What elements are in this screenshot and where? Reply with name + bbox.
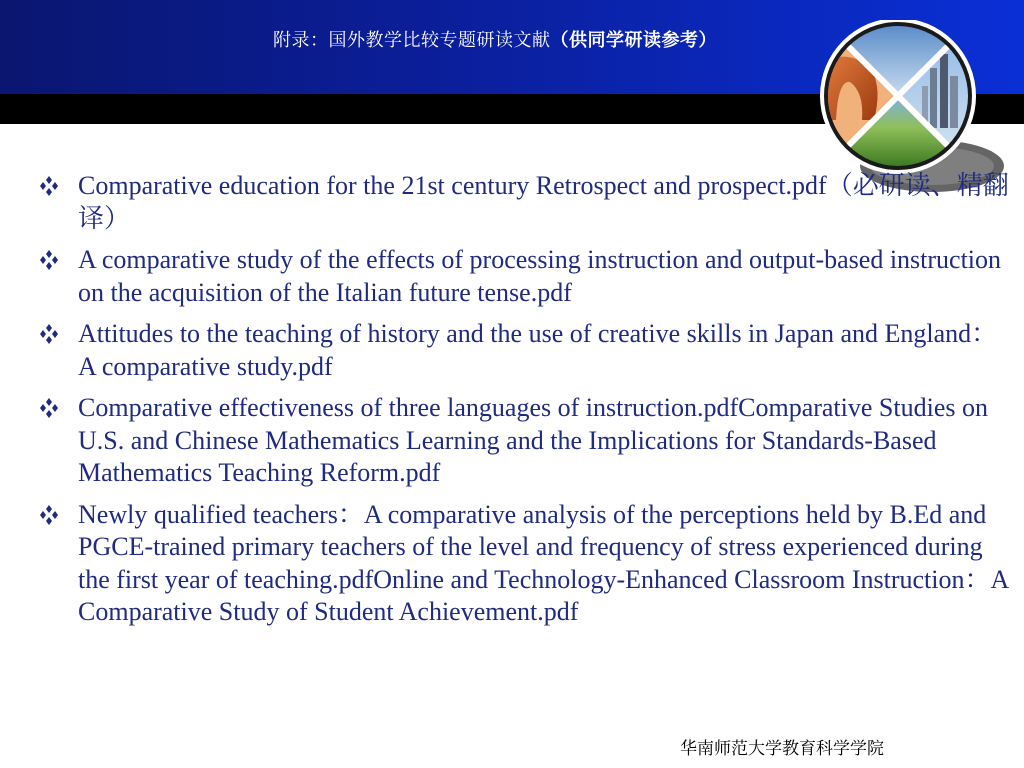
list-item bbox=[38, 499, 1013, 629]
slide-title-note: （供同学研读参考） bbox=[550, 30, 717, 51]
slide-title-main: 附录：国外教学比较专题研读文献 bbox=[273, 30, 551, 51]
four-diamond-bullet-icon bbox=[38, 323, 68, 345]
reference-title: Attitudes to the teaching of history and the use of creative skills in Japan and England：A comparative study.pdf bbox=[78, 319, 998, 381]
four-diamond-bullet-icon bbox=[38, 504, 68, 526]
institution-footer: 华南师范大学教育科学学院 bbox=[680, 739, 884, 759]
reference-title: Comparative effectiveness of three languages of instruction.pdfComparative Studies on U.S. and Chinese Mathematics Learning and the Implications for Standards-Based Mathematics Teaching Reform.pdf bbox=[78, 393, 988, 487]
list-item bbox=[38, 392, 1013, 490]
list-item bbox=[38, 170, 1013, 235]
four-diamond-bullet-icon bbox=[38, 249, 68, 271]
reference-title: A comparative study of the effects of processing instruction and output-based instruction on the acquisition of the Italian future tense.pdf bbox=[78, 245, 1002, 307]
reference-title: Comparative education for the 21st century Retrospect and prospect.pdf（必研读、精翻译） bbox=[78, 171, 1009, 233]
reference-list bbox=[38, 170, 1013, 638]
list-item bbox=[38, 244, 1013, 309]
reference-title: Newly qualified teachers：A comparative analysis of the perceptions held by B.Ed and PGCE-trained primary teachers of the level and frequency of stress experienced during the first year of teaching.pdfOnline and Technology-Enhanced Classroom Instruction：A Comparative Study of Student Achievement.pdf bbox=[78, 499, 1008, 626]
list-item bbox=[38, 318, 1013, 383]
four-diamond-bullet-icon bbox=[38, 175, 68, 197]
four-diamond-bullet-icon bbox=[38, 397, 68, 419]
